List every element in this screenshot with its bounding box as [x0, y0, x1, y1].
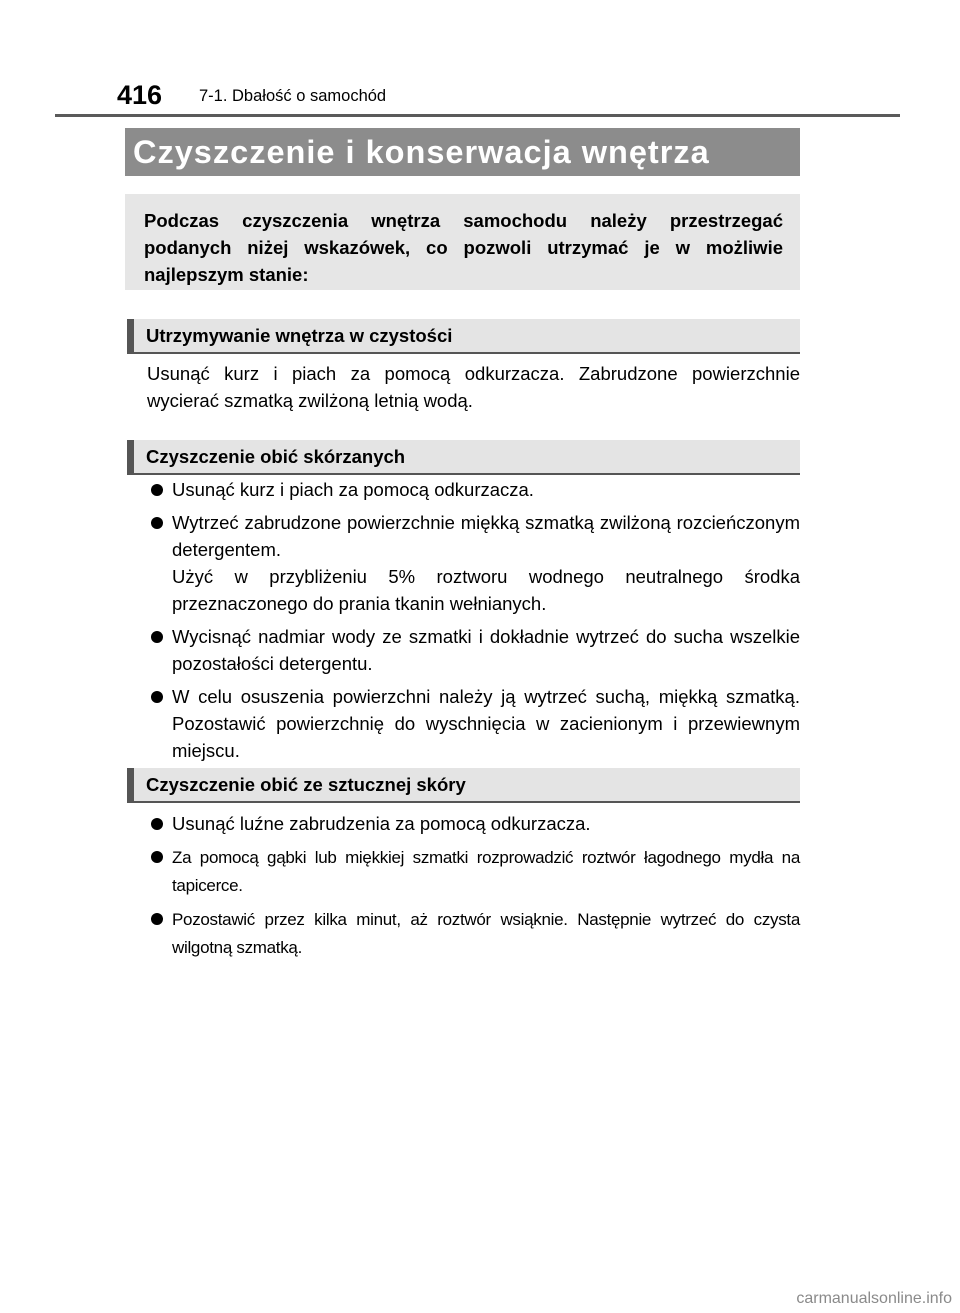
- list-item-text: Wytrzeć zabrudzone powierzchnie miękką szmatką zwilżoną rozcieńczonym detergentem.: [172, 512, 800, 560]
- bullet-dot-icon: [151, 517, 163, 529]
- bullet-dot-icon: [151, 484, 163, 496]
- interior-cleaning-paragraph: Usunąć kurz i piach za pomocą odkurzacza. Zabrudzone powierzchnie wycierać szmatką zwilżoną letnią wodą.: [147, 363, 800, 411]
- list-item-text: Za pomocą gąbki lub miękkiej szmatki rozprowadzić roztwór łagodnego mydła na tapicerce.: [172, 848, 800, 895]
- chapter-title: 7-1. Dbałość o samochód: [199, 87, 387, 105]
- list-item-text: Pozostawić przez kilka minut, aż roztwór wsiąknie. Następnie wytrzeć do czysta wilgotną szmatką.: [172, 910, 800, 957]
- heading-interior-cleaning: [127, 319, 800, 354]
- heading-artificial-leather: [127, 768, 800, 803]
- bullet-dot-icon: [151, 818, 163, 830]
- bullet-dot-icon: [151, 913, 163, 925]
- heading-text: Czyszczenie obić skórzanych: [146, 446, 406, 467]
- bullet-dot-icon: [151, 631, 163, 643]
- heading-text: Utrzymywanie wnętrza w czystości: [146, 325, 453, 346]
- heading-text: Czyszczenie obić ze sztucznej skóry: [146, 774, 466, 795]
- list-item: [147, 476, 800, 503]
- list-item-text: Usunąć luźne zabrudzenia za pomocą odkurzacza.: [172, 813, 591, 834]
- list-item-note: Użyć w przybliżeniu 5% roztworu wodnego neutralnego środka przeznaczonego do prania tkanin wełnianych.: [172, 566, 800, 614]
- leather-cleaning-list: [147, 476, 800, 764]
- bullet-dot-icon: [151, 851, 163, 863]
- list-item: [147, 843, 800, 899]
- bullet-dot-icon: [151, 691, 163, 703]
- intro-box: [125, 194, 800, 290]
- artificial-leather-list: [147, 810, 800, 961]
- watermark: carmanualsonline.info: [796, 1290, 952, 1307]
- list-item: [147, 683, 800, 764]
- heading-leather-upholstery: [127, 440, 800, 475]
- page-header: [55, 78, 900, 117]
- list-item: [147, 623, 800, 677]
- section-title-bar: [125, 128, 800, 176]
- list-item-text: Usunąć kurz i piach za pomocą odkurzacza.: [172, 479, 534, 500]
- list-item-text: W celu osuszenia powierzchni należy ją wytrzeć suchą, miękką szmatką. Pozostawić powierzchnię do wyschnięcia w zacienionym i przewiewnym miejscu.: [172, 686, 800, 761]
- list-item: [147, 905, 800, 961]
- page-number: 416: [117, 80, 163, 110]
- list-item: [147, 509, 800, 617]
- list-item-text: Wycisnąć nadmiar wody ze szmatki i dokładnie wytrzeć do sucha wszelkie pozostałości detergentu.: [172, 626, 800, 674]
- page-title: Czyszczenie i konserwacja wnętrza: [133, 134, 710, 170]
- intro-text: Podczas czyszczenia wnętrza samochodu należy przestrzegać podanych niżej wskazówek, co pozwoli utrzymać je w możliwie najlepszym stanie:: [144, 210, 783, 285]
- list-item: [147, 810, 800, 837]
